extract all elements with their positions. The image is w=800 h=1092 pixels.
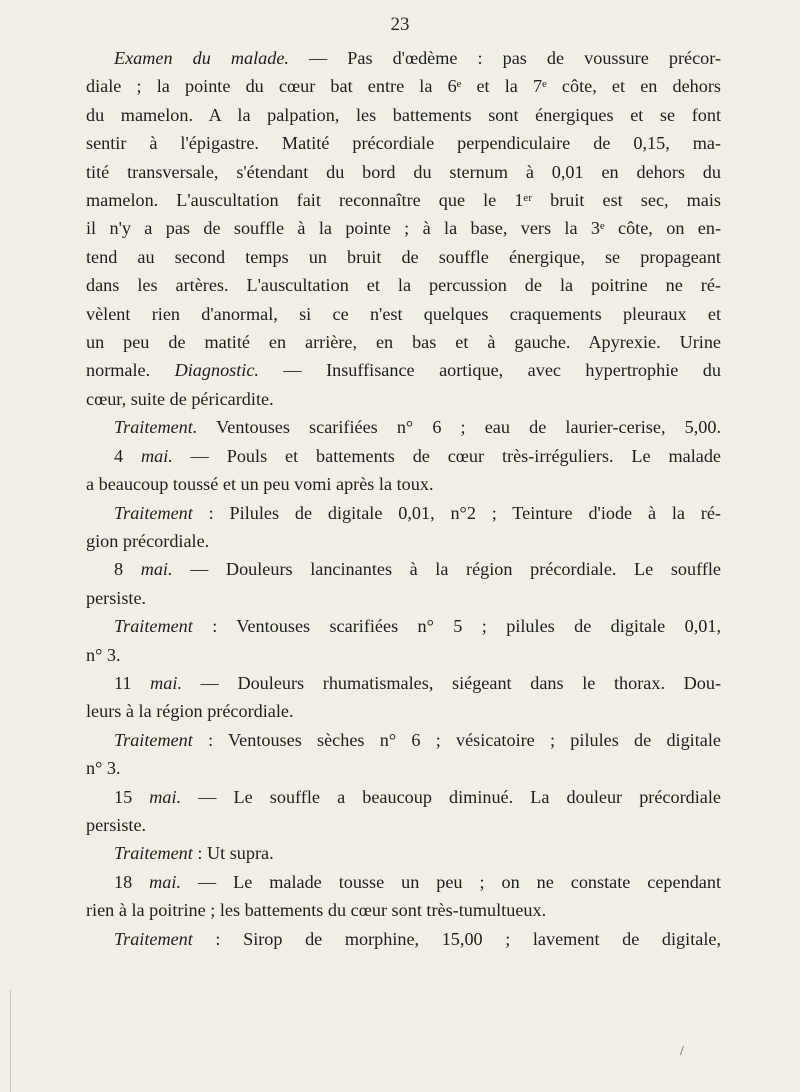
text-line: [86, 243, 721, 271]
text-line: [86, 697, 721, 725]
text-line: [86, 72, 721, 100]
page-number: 23: [390, 14, 410, 35]
text-line: [86, 214, 721, 242]
line-text: n° 3.: [86, 644, 121, 665]
line-text: persiste.: [86, 814, 147, 835]
body-text: [86, 44, 721, 953]
text-line: [86, 186, 721, 214]
text-line: [86, 271, 721, 299]
line-text: rien à la poitrine ; les battements du cœur sont très-tumultueux.: [86, 900, 547, 921]
italic-heading: Traitement.: [114, 417, 198, 438]
line-text: persiste.: [86, 587, 147, 608]
line-text: : Sirop de morphine, 15,00 ; lavement de digitale,: [192, 928, 721, 949]
line-text: 15: [114, 786, 150, 807]
line-text: — Insuffisance aortique, avec hypertrophie du: [258, 360, 721, 381]
line-text: — Pas d'œdème : pas de voussure précor-: [288, 48, 721, 68]
text-line: [86, 158, 721, 186]
line-text: — Le malade tousse un peu ; on ne constate cependant: [180, 871, 722, 892]
italic-word: mai.: [150, 672, 182, 693]
text-line: [86, 300, 721, 328]
text-line: [86, 612, 721, 640]
line-text: : Pilules de digitale 0,01, n°2 ; Teinture d'iode à la ré-: [192, 502, 721, 523]
stray-mark: /: [680, 1044, 684, 1059]
italic-heading: Traitement: [114, 843, 193, 864]
line-text: — Douleurs lancinantes à la région précordiale. Le souffle: [172, 559, 722, 580]
line-text: sentir à l'épigastre. Matité précordiale perpendiculaire de 0,15, ma-: [86, 133, 721, 154]
text-line: [86, 555, 721, 583]
line-text: 18: [114, 871, 150, 892]
text-line: [86, 754, 721, 782]
text-line: [86, 129, 721, 157]
text-line: [86, 868, 721, 896]
line-text: — Pouls et battements de cœur très-irréguliers. Le malade: [172, 445, 721, 466]
line-text: tité transversale, s'étendant du bord du sternum à 0,01 en dehors du: [86, 161, 721, 182]
italic-word: mai.: [149, 786, 182, 807]
text-line: [86, 328, 721, 356]
line-text: mamelon. L'auscultation fait reconnaître que le 1ᵉʳ bruit est sec, mais: [86, 190, 721, 211]
italic-heading: Traitement: [114, 928, 193, 949]
italic-word: mai.: [140, 445, 173, 466]
text-line: [86, 356, 721, 384]
italic-word: mai.: [149, 871, 181, 892]
line-text: vèlent rien d'anormal, si ce n'est quelques craquements pleuraux et: [86, 303, 721, 324]
line-text: 4: [114, 445, 141, 466]
text-line: [86, 641, 721, 669]
line-text: diale ; la pointe du cœur bat entre la 6ᵉ et la 7ᵉ côte, et en dehors: [86, 76, 721, 97]
line-text: tend au second temps un bruit de souffle énergique, se propageant: [86, 246, 721, 267]
line-text: — Le souffle a beaucoup diminué. La douleur précordiale: [181, 786, 721, 807]
italic-heading: Traitement: [114, 729, 193, 750]
italic-heading: Traitement: [114, 502, 193, 523]
italic-word: Diagnostic.: [174, 360, 259, 381]
text-line: [86, 584, 721, 612]
line-text: : Ventouses sèches n° 6 ; vésicatoire ; pilules de digitale: [192, 729, 721, 750]
line-text: 8: [114, 559, 141, 580]
line-text: : Ut supra.: [192, 843, 274, 864]
line-text: — Douleurs rhumatismales, siégeant dans le thorax. Dou-: [181, 672, 722, 693]
text-line: [86, 896, 721, 924]
text-line: [86, 101, 721, 129]
italic-heading: Examen du malade.: [114, 48, 289, 68]
page-edge-line: [10, 990, 11, 1092]
text-line: [86, 783, 721, 811]
text-line: [86, 925, 721, 953]
text-line: [86, 669, 721, 697]
italic-heading: Traitement: [114, 616, 193, 637]
line-text: il n'y a pas de souffle à la pointe ; à la base, vers la 3ᵉ côte, on en-: [86, 218, 721, 239]
text-line: [86, 44, 721, 72]
line-text: n° 3.: [86, 758, 121, 779]
line-text: gion précordiale.: [86, 530, 210, 551]
line-text: dans les artères. L'auscultation et la percussion de la poitrine ne ré-: [86, 275, 721, 296]
line-text: du mamelon. A la palpation, les battements sont énergiques et se font: [86, 104, 721, 125]
line-text: un peu de matité en arrière, en bas et à gauche. Apyrexie. Urine: [86, 332, 721, 353]
text-line: [86, 385, 721, 413]
italic-word: mai.: [140, 559, 173, 580]
text-line: [86, 726, 721, 754]
line-text: 11: [114, 672, 151, 693]
text-line: [86, 811, 721, 839]
text-line: [86, 499, 721, 527]
line-text: cœur, suite de péricardite.: [86, 388, 274, 409]
text-line: [86, 413, 721, 441]
text-line: [86, 839, 721, 867]
line-text: normale.: [86, 360, 175, 381]
line-text: : Ventouses scarifiées n° 5 ; pilules de digitale 0,01,: [192, 616, 721, 637]
line-text: leurs à la région précordiale.: [86, 701, 294, 722]
line-text: Ventouses scarifiées n° 6 ; eau de laurier-cerise, 5,00.: [197, 417, 721, 438]
text-line: [86, 442, 721, 470]
text-line: [86, 527, 721, 555]
text-line: [86, 470, 721, 498]
line-text: a beaucoup toussé et un peu vomi après la toux.: [86, 474, 434, 495]
